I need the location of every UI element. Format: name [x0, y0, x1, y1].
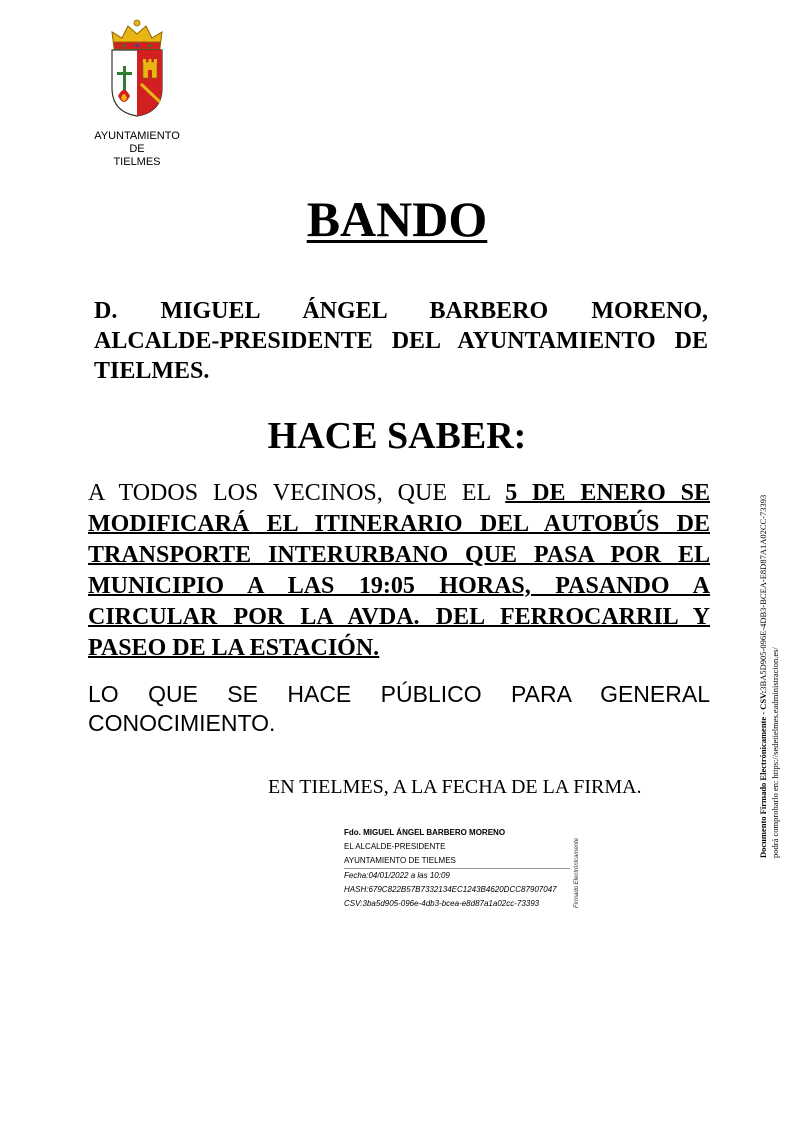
mayor-heading: [94, 296, 708, 386]
signature-block: [344, 826, 570, 911]
org-line-3: TIELMES: [113, 156, 161, 168]
notice-line-1: [88, 478, 710, 509]
org-line-1: AYUNTAMIENTO: [94, 130, 180, 142]
publication-paragraph: [88, 680, 710, 738]
document-title: BANDO: [306, 191, 488, 247]
signature-stamp-text: Firmado Electrónicamente: [574, 837, 580, 908]
signer-name: Fdo. MIGUEL ÁNGEL BARBERO MORENO: [344, 828, 506, 837]
signature-date: Fecha:04/01/2022 a las 10:09: [344, 871, 450, 880]
side-note-code: 3BA5D905-096E-4DB3-BCEA-E8D87A1A02CC-73393: [758, 494, 768, 691]
notice-bold-6: PASEO DE LA ESTACIÓN.: [88, 635, 380, 661]
notice-line-2: [88, 509, 710, 540]
org-line-2: DE: [129, 143, 145, 155]
notice-bold-2: MODIFICARÁ EL ITINERARIO DEL AUTOBÚS DE: [88, 511, 710, 537]
notice-line-6: [88, 633, 710, 664]
electronic-signature-margin: [752, 460, 786, 860]
mayor-line-2: ALCALDE-PRESIDENTE DEL AYUNTAMIENTO DE: [94, 328, 708, 354]
mayor-line-3: TIELMES.: [94, 358, 210, 384]
signer-role: EL ALCALDE-PRESIDENTE: [344, 842, 446, 851]
notice-bold-4: MUNICIPIO A LAS 19:05 HORAS, PASANDO A: [88, 573, 710, 599]
signature-stamp: [574, 830, 584, 908]
side-note-label: Documento Firmado Electrónicamente - CSV:: [758, 690, 768, 858]
announce-heading: HACE SABER:: [267, 415, 527, 457]
notice-bold-3: TRANSPORTE INTERURBANO QUE PASA POR EL: [88, 542, 710, 568]
notice-line-5: [88, 602, 710, 633]
place-and-date: EN TIELMES, A LA FECHA DE LA FIRMA.: [268, 776, 642, 798]
publication-line-2: CONOCIMIENTO.: [88, 710, 276, 736]
notice-line-3: [88, 540, 710, 571]
signer-org: AYUNTAMIENTO DE TIELMES: [344, 854, 570, 869]
side-note-verify-link[interactable]: podrá comprobarlo en: https://sedetielmes.eadministracion.es/: [770, 647, 780, 858]
signature-csv: CSV:3ba5d905-096e-4db3-bcea-e8d87a1a02cc-73393: [344, 899, 540, 908]
side-note-csv: [758, 495, 768, 858]
notice-bold-1: 5 DE ENERO SE: [505, 480, 711, 506]
notice-intro: A TODOS LOS VECINOS, QUE EL: [88, 480, 506, 506]
mayor-line-1: D. MIGUEL ÁNGEL BARBERO MORENO,: [94, 298, 708, 324]
municipality-header: [80, 130, 194, 169]
notice-line-4: [88, 571, 710, 602]
publication-line-1: LO QUE SE HACE PÚBLICO PARA GENERAL: [88, 681, 710, 707]
signature-hash: HASH:679C822B57B7332134EC1243B4620DCC87907047: [344, 885, 557, 894]
coat-of-arms-icon: [108, 18, 166, 118]
notice-body: [88, 478, 710, 664]
notice-bold-5: CIRCULAR POR LA AVDA. DEL FERROCARRIL Y: [88, 604, 710, 630]
